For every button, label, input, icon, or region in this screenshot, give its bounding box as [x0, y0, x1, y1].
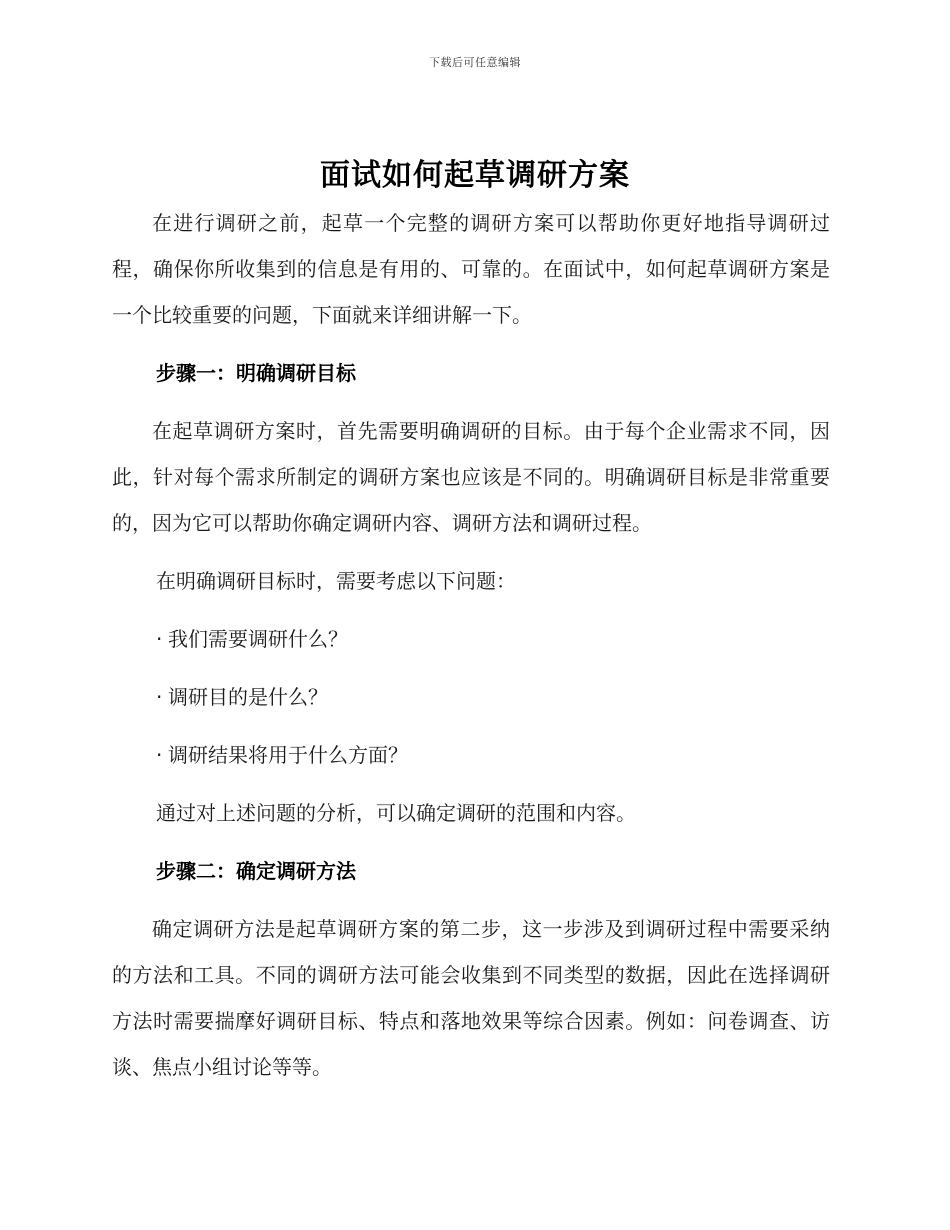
step-two-heading: 步骤二：确定调研方法	[156, 859, 356, 883]
step-one-paragraph: 在起草调研方案时，首先需要明确调研的目标。由于每个企业需求不同，因此，针对每个需求所制定的调研方案也应该是不同的。明确调研目标是非常重要的，因为它可以帮助你确定调研内容、调研方法和调研过程。	[112, 419, 830, 535]
question-item	[112, 732, 830, 778]
step-two-paragraph: 确定调研方法是起草调研方案的第二步，这一步涉及到调研过程中需要采纳的方法和工具。不同的调研方法可能会收集到不同类型的数据，因此在选择调研方法时需要揣摩好调研目标、特点和落地效果等综合因素。例如：问卷调查、访谈、焦点小组讨论等等。	[112, 917, 830, 1079]
intro-paragraph: 在进行调研之前，起草一个完整的调研方案可以帮助你更好地指导调研过程，确保你所收集到的信息是有用的、可靠的。在面试中，如何起草调研方案是一个比较重要的问题，下面就来详细讲解一下。	[112, 211, 830, 327]
question-item	[112, 674, 830, 720]
spacer	[112, 338, 830, 350]
bullet-dot: ·	[156, 685, 163, 709]
bullet-dot: ·	[156, 627, 163, 651]
spacer	[112, 720, 830, 732]
spacer	[112, 836, 830, 848]
spacer	[112, 604, 830, 616]
document-body	[112, 200, 830, 1090]
spacer	[112, 894, 830, 906]
step-one-conclusion: 通过对上述问题的分析，可以确定调研的范围和内容。	[156, 801, 636, 825]
question-text: 调研结果将用于什么方面？	[168, 743, 408, 767]
document-title: 面试如何起草调研方案	[320, 158, 630, 193]
question-item	[112, 616, 830, 662]
spacer	[112, 546, 830, 558]
spacer	[112, 778, 830, 790]
page-header-note: 下载后可任意编辑	[429, 56, 521, 69]
bullet-dot: ·	[156, 743, 163, 767]
spacer	[112, 396, 830, 408]
step-one-heading: 步骤一：明确调研目标	[156, 361, 356, 385]
spacer	[112, 662, 830, 674]
questions-lead: 在明确调研目标时，需要考虑以下问题：	[156, 569, 516, 593]
question-text: 调研目的是什么？	[168, 685, 328, 709]
question-text: 我们需要调研什么？	[168, 627, 348, 651]
